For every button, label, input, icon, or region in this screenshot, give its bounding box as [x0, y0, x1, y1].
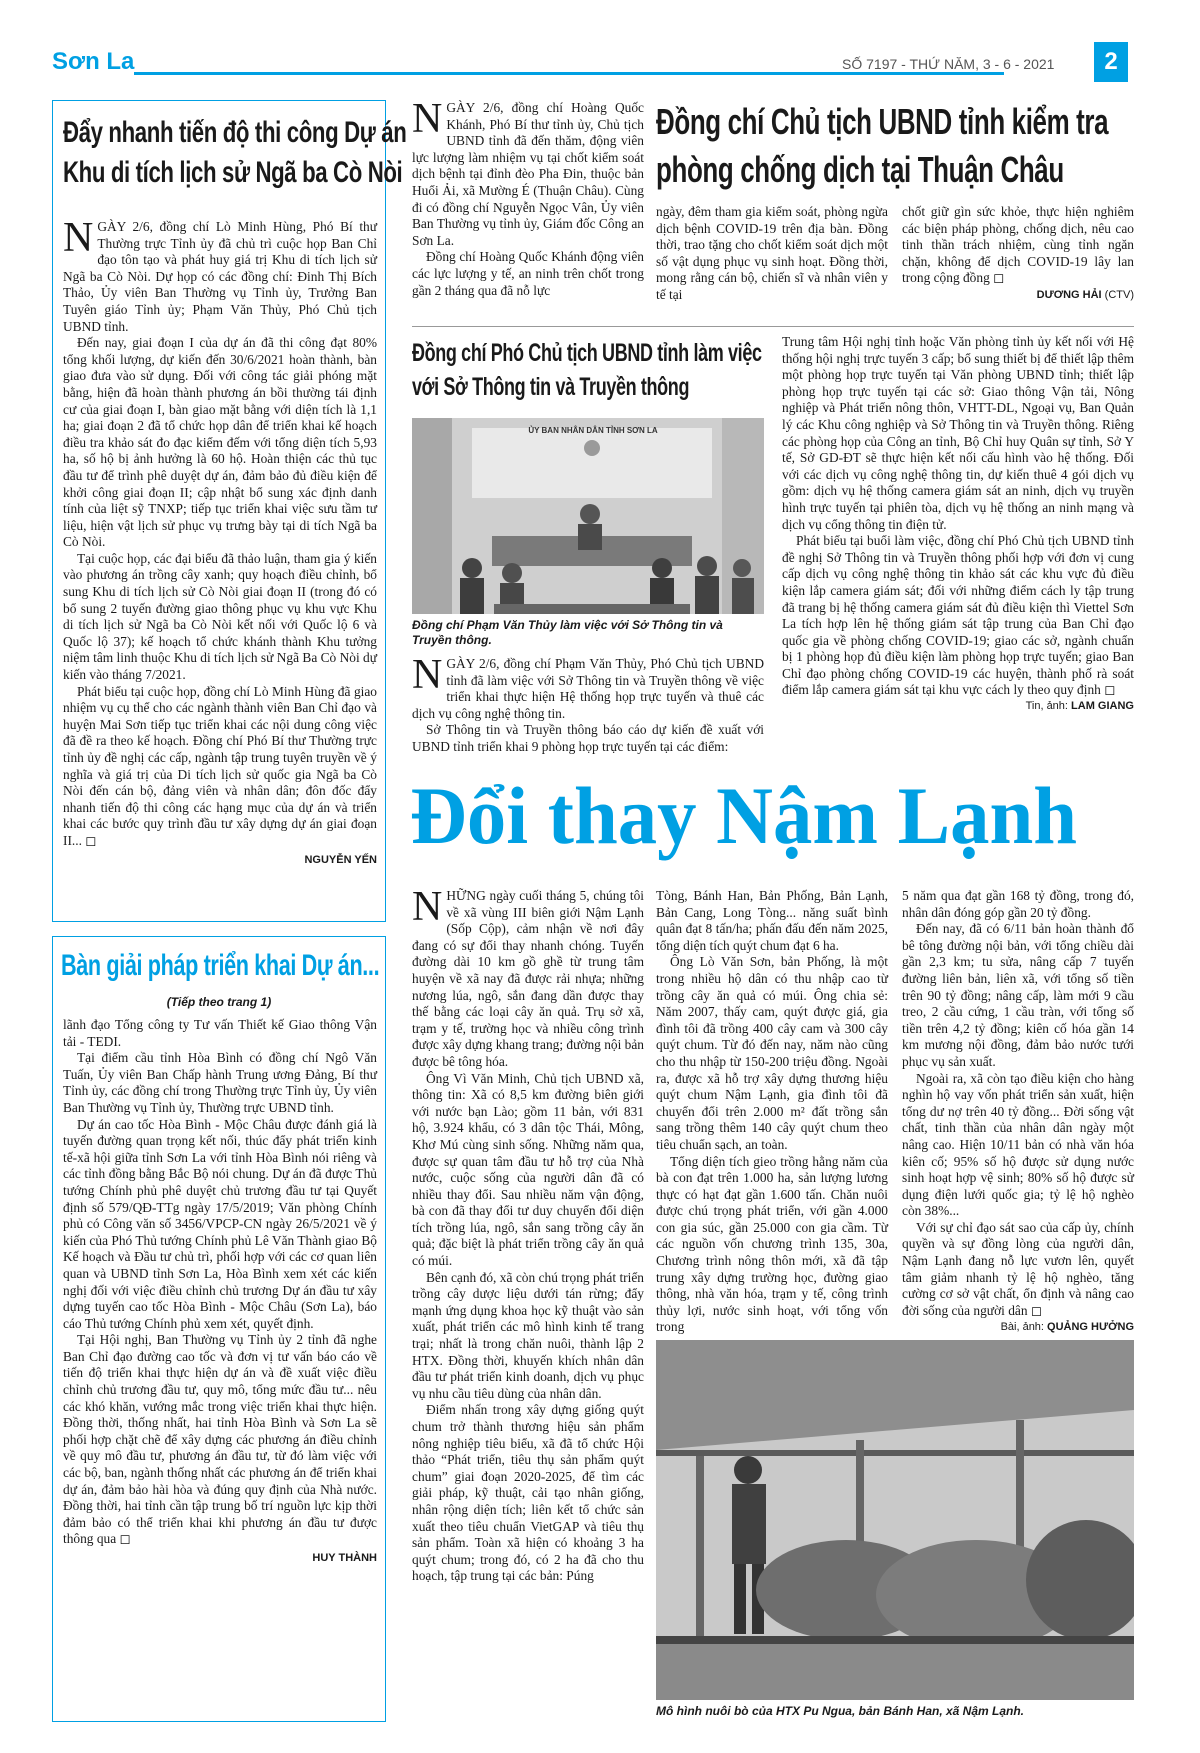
article-title: Đẩy nhanh tiến độ thi công Dự án Khu di tích lịch sử Ngã ba Cò Nòi: [63, 116, 407, 189]
section-name: Sơn La: [52, 48, 135, 75]
byline: NGUYỄN YẾN: [304, 853, 377, 866]
page-number-badge: [1094, 42, 1128, 82]
feature-title: Đổi thay Nậm Lạnh: [410, 770, 1078, 861]
feature-col3: 5 năm qua đạt gần 168 tỷ đồng, trong đó, nhân dân đóng góp gần 20 tỷ đồng. Đến nay, đã có 6/11 bản hoàn thành đổ bê tông đường nội bản, với tổng chiều dài gần 2,3 km; tu sửa, nâng cấp 7 tuyến đường liên bản, liên xã, với tổng số tiền trên 90 tỷ đồng; nâng cấp, làm mới 9 cầu treo, 2 cầu cứng, 1 cầu tràn, với tổng số tiền trên 4,2 tỷ đồng; kiên cố hóa gần 14 km mương nội đồng, đảm bảo nước tưới phục vụ sản xuất. Ngoài ra, xã còn tạo điều kiện cho hàng nghìn hộ vay vốn phát triển sản xuất, hiện tổng dư nợ trên 40 tỷ đồng... Đời sống vật chất, tinh thần của nhân dân ngày một nâng cao. Hiện 10/11 bản có nhà văn hóa kiên cố; 95% số hộ được sử dụng nước sinh hoạt hợp vệ sinh; 80% số hộ được sử dụng điện lưới quốc gia; tỷ lệ hộ nghèo còn 38%... Với sự chỉ đạo sát sao của cấp ủy, chính quyền và sự đồng lòng của người dân, Nậm Lạnh đang nỗ lực vươn lên, quyết tâm giảm nhanh tỷ lệ hộ nghèo, tăng cường cơ sở vật chất, ổn định và nâng cao đời sống của người dân ◻ Bài, ảnh: QUẢNG HƯỞNG: [902, 888, 1134, 1334]
continued-note: (Tiếp theo trang 1): [166, 995, 272, 1009]
article-body: NGÀY 2/6, đồng chí Lò Minh Hùng, Phó Bí thư Thường trực Tỉnh ủy đã chủ trì cuộc họp Ban Chỉ đạo tôn tạo và phát huy giá trị Khu di tích lịch sử Ngã ba Cò Nòi. Dự họp có các đồng chí: Đinh Thị Bích Thảo, Ủy viên Ban Thường vụ Tỉnh ủy, Trưởng Ban Tuyên giáo Tỉnh ủy; Phạm Văn Thủy, Phó Chủ tịch UBND tỉnh. Đến nay, giai đoạn I của dự án đã thi công đạt 80% tổng khối lượng, dự kiến đến 30/6/2021 hoàn thành, bàn giao đưa vào sử dụng. Đối với công tác giải phóng mặt bằng, hiện đã hoàn thành phương án bồi thường tái định cư của giai đoạn I, bàn giao mặt bằng với diện tích là 1,1 ha; giai đoạn 2 đã tổ chức họp dân để triển khai kế hoạch điều tra khảo sát đo đạc kiểm đếm với tổng diện tích 5,93 ha, số hộ bị ảnh hưởng là 60 hộ. Hoàn thiện các thủ tục đầu tư để trình phê duyệt dự án, đảm bảo đủ điều kiện để khởi công giai đoạn II; cập nhật bổ sung xác định danh tính của liệt sỹ TNXP; tiếp tục triển khai việc sưu tầm tư liệu, hiện vật lịch sử phục vụ trưng bày tại di tích Ngã ba Cò Nòi. Tại cuộc họp, các đại biểu đã thảo luận, tham gia ý kiến vào phương án trồng cây xanh; quy hoạch điều chỉnh, bổ sung Khu di tích lịch sử Cò Nòi giai đoạn II (trong đó có bổ sung 2 tuyến đường giao thông phục vụ khu vực Khu di tích lịch sử Ngã ba Cò Nòi kết nối với Quốc lộ 6 và Quốc lộ 37); kế hoạch tổ chức khánh thành Khu tưởng niệm tâm linh thuộc Khu di tích lịch sử Ngã Ba Cò Nòi dự kiến vào tháng 7/2021. Phát biểu tại cuộc họp, đồng chí Lò Minh Hùng đã giao nhiệm vụ cụ thể cho các ngành thành viên Ban Chỉ đạo và huyện Mai Sơn tiếp tục triển khai các nội dung công việc đã đề ra theo kế hoạch. Đồng chí Phó Bí thư Thường trực tỉnh ủy đề nghị các cấp, ngành tập trung tuyên truyền về ý nghĩa và giá trị của Di tích lịch sử quốc gia Ngã ba Cò Nòi đến cán bộ, đảng viên và nhân dân; đôn đốc đẩy nhanh tiến độ thi công các hạng mục của dự án và triển khai các bước quy trình đầu tư xây dựng dự án giai đoạn II... ◻ NGUYỄN YẾN: [63, 215, 377, 866]
article-stttt-col1: NGÀY 2/6, đồng chí Phạm Văn Thủy, Phó Chủ tịch UBND tỉnh đã làm việc với Sở Thông tin và Truyền thông về việc triển khai thực hiện Hệ thống họp trực tuyến và thuê các dịch vụ công nghệ thông tin. Sở Thông tin và Truyền thông báo cáo dự kiến đề xuất với UBND tỉnh triển khai 9 phòng họp trực tuyến tại các điểm:: [412, 652, 764, 754]
article-thuan-chau-intro: NGÀY 2/6, đồng chí Hoàng Quốc Khánh, Phó Bí thư tỉnh ủy, Chủ tịch UBND tỉnh đã đến thăm, động viên lực lượng làm nhiệm vụ tại chốt kiểm soát dịch bệnh tại đỉnh đèo Pha Đin, thuộc bản Huổi Ải, xã Mường É (Thuận Châu). Cùng đi có đồng chí Nguyễn Ngọc Vân, Ủy viên Ban Thường vụ tỉnh ủy, Giám đốc Công an Sơn La. Đồng chí Hoàng Quốc Khánh động viên các lực lượng y tế, an ninh trên chốt trong gần 2 tháng qua đã nỗ lực: [412, 96, 644, 298]
article-stttt-title: Đồng chí Phó Chủ tịch UBND tỉnh làm việc với Sở Thông tin và Truyền thông: [412, 339, 762, 401]
page-number: 2: [1104, 48, 1118, 75]
feature-col1: NHỮNG ngày cuối tháng 5, chúng tôi về xã vùng III biên giới Nậm Lạnh (Sốp Cộp), cảm nhận về nơi đây đang có sự đổi thay nhanh chóng. Tuyến đường dài 10 km gồ ghề từ trung tâm huyện về xã nay đã được rải nhựa; những nương lúa, ngô, sắn đang dần được thay thế bằng các loại cây ăn quả. Trụ sở xã, trạm y tế, trường học và nhiều công trình được xây dựng khang trang; đường nội bản được bê tông hóa. Ông Vì Văn Minh, Chủ tịch UBND xã, thông tin: Xã có 8,5 km đường biên giới với nước bạn Lào; gồm 11 bản, với 831 hộ, 3.924 khẩu, có 3 dân tộc Thái, Mông, Khơ Mú cùng sinh sống. Những năm qua, được sự quan tâm đầu tư hỗ trợ của Nhà nước, cuộc sống của người dân đã có nhiều thay đổi. Sau nhiều năm vận động, bà con đã thay đổi tư duy chuyển đổi diện tích trồng lúa, ngô, sắn sang trồng cây ăn quả; đặc biệt là phát triển trồng cây ăn quả có múi. Bên cạnh đó, xã còn chú trọng phát triển trồng cây dược liệu dưới tán rừng; đẩy mạnh ứng dụng khoa học kỹ thuật vào sản xuất, phát triển các mô hình kinh tế trang trại; nhất là trong chăn nuôi, thành lập 2 HTX. Đồng thời, khuyến khích nhân dân đầu tư phát triển kinh doanh, dịch vụ phục vụ nhu cầu tiêu dùng của nhân dân. Điểm nhấn trong xây dựng giống quýt chum trở thành thương hiệu sản phẩm nông nghiệp tiêu biểu, xã đã tổ chức Hội thảo “Phát triển, tiêu thụ sản phẩm quýt chum” giai đoạn 2020-2025, để tìm các giải pháp, kỹ thuật, cải tạo nhân giống, nhân rộng diện tích; liên kết tổ chức sản xuất theo tiêu chuẩn VietGAP và tiêu thụ sản phẩm. Toàn xã hiện có khoảng 3 ha quýt chum; trong đó, có 2 ha đã cho thu hoạch, tập trung tại các bản: Púng: [412, 884, 644, 1584]
article-stttt-col2: Trung tâm Hội nghị tỉnh hoặc Văn phòng tỉnh ủy kết nối với Hệ thống hội nghị trực tuyến 3 cấp; bổ sung thiết bị để thiết lập thêm một phòng họp trực tuyến tại Văn phòng UBND tỉnh; thiết lập phòng họp trực tuyến tại các sở: Giao thông Vận tải, Nông nghiệp và Phát triển nông thôn, VHTT-DL, Ngoại vụ, Ban Quản lý các Khu công nghiệp và Sở Thông tin và Truyền thông. Riêng các phòng họp của Công an tỉnh, Bộ Chỉ huy Quân sự tỉnh, Sở Y tế, Sở GD-ĐT sẽ thực hiện kết nối cấu hình vào hệ thống. Đối với các dịch vụ công nghệ thông tin, dự kiến thuê 4 gói dịch vụ gồm: dịch vụ hệ thống camera giám sát an ninh, dịch vụ truyền hình trực tuyến tại phiên tòa, dịch vụ hệ thống an ninh mạng và dịch vụ cổng thông tin điện tử. Phát biểu tại buổi làm việc, đồng chí Phó Chủ tịch UBND tỉnh đề nghị Sở Thông tin và Truyền thông phối hợp với đơn vị cung cấp dịch vụ công nghệ thông tin khảo sát các khu vực đủ điều kiện lắp camera giám sát; đối với những điểm cách ly tập trung đã trang bị hệ thống camera giám sát đủ điều kiện thì Viettel Sơn La tích hợp lên hệ thống giám sát tập trung của Ban Chỉ đạo quốc gia về phòng chống COVID-19; giao các sở, ngành chuẩn bị 1 phòng họp đủ điều kiện làm phòng họp trực tuyến; giao Ban Chỉ đạo phòng chống COVID-19 các huyện, thành phố rà soát điểm lắp camera giám sát tại khu vực cách ly theo quy định ◻ Tin, ảnh: LAM GIANG: [782, 334, 1134, 713]
byline: HUY THÀNH: [312, 1552, 377, 1564]
article-thuan-chau-title: Đồng chí Chủ tịch UBND tỉnh kiểm tra phòng chống dịch tại Thuận Châu: [656, 101, 1109, 190]
issue-info: SỐ 7197 - THỨ NĂM, 3 - 6 - 2021: [842, 56, 1055, 72]
byline: Tin, ảnh: LAM GIANG: [1025, 700, 1134, 713]
photo-caption: Đồng chí Phạm Văn Thủy làm việc với Sở Thông tin và Truyền thông.: [412, 618, 723, 647]
divider: [412, 326, 1134, 327]
page-header: [0, 0, 1200, 90]
article-body: lãnh đạo Tổng công ty Tư vấn Thiết kế Giao thông Vận tải - TEDI. Tại điểm cầu tỉnh Hòa Bình có đồng chí Ngô Văn Tuấn, Ủy viên Ban Chấp hành Trung ương Đảng, Bí thư Tỉnh ủy, các đồng chí trong Thường trực Tỉnh ủy, Ủy viên Ban Thường vụ Tỉnh ủy, Thường trực UBND tỉnh. Dự án cao tốc Hòa Bình - Mộc Châu được đánh giá là tuyến đường quan trọng kết nối, thúc đẩy phát triển kinh tế-xã hội giữa tỉnh Sơn La với tỉnh Hòa Bình nói riêng và các tỉnh đồng bằng Bắc Bộ nói chung. Dự án đã được Thủ tướng Chính phủ phê duyệt chủ trương đầu tư tại Quyết định số 579/QĐ-TTg ngày 17/5/2019; Văn phòng Chính phủ có Công văn số 3456/VPCP-CN ngày 26/5/2021 về ý kiến của Phó Thủ tướng Chính phủ Lê Văn Thành giao Bộ Kế hoạch và Đầu tư chủ trì, phối hợp với các cơ quan liên quan và UBND tỉnh Sơn La, Hòa Bình xem xét các kiến nghị đối với việc điều chỉnh chủ trương Dự án đầu tư xây dựng tuyến cao tốc Hòa Bình - Mộc Châu (Sơn La), báo cáo Thủ tướng Chính phủ xem xét, quyết định. Tại Hội nghị, Ban Thường vụ Tỉnh ủy 2 tỉnh đã nghe Ban Chỉ đạo đường cao tốc và đơn vị tư vấn báo cáo về tiến độ triển khai thực hiện dự án và đề xuất việc điều chỉnh chủ trương đầu tư, quy mô, tổng mức đầu tư... nêu các khó khăn, vướng mắc trong việc triển khai thực hiện. Đồng thời, thống nhất, hai tỉnh Hòa Bình và Sơn La sẽ phối hợp chặt chẽ để xây dựng các phương án điều chỉnh về quy mô đầu tư, phương án đầu tư, từ đó làm việc với các bộ, ban, ngành thống nhất các phương án để triển khai dự án, đảm bảo hài hòa và đúng quy định của Nhà nước. Đồng thời, hai tỉnh cần tập trung bố trí nguồn lực kịp thời đảm bảo có thể triển khai khi phương án đầu tư được thông qua ◻ HUY THÀNH: [63, 1017, 377, 1564]
cattle-photo-illustration: [656, 1340, 1134, 1700]
meeting-photo-illustration: [412, 418, 764, 614]
byline: Bài, ảnh: QUẢNG HƯỞNG: [1000, 1321, 1134, 1334]
photo-banner-text: ỦY BAN NHÂN DÂN TỈNH SƠN LA: [528, 426, 658, 435]
article-title: Bàn giải pháp triển khai Dự án...: [61, 949, 380, 982]
article-thuan-chau-col3: chốt giữ gìn sức khỏe, thực hiện nghiêm các biện pháp phòng, chống dịch, nêu cao tinh thần trách nhiệm, cùng tỉnh ngăn chặn, không để dịch COVID-19 lây lan trong cộng đồng ◻ DƯƠNG HẢI (CTV): [902, 204, 1134, 301]
meeting-photo: [412, 418, 764, 614]
article-ngaba-conoi: [52, 100, 407, 922]
article-cao-toc: [52, 936, 386, 1722]
header-rule: [134, 72, 1004, 75]
cattle-photo: [656, 1340, 1134, 1700]
byline: DƯƠNG HẢI (CTV): [1036, 288, 1134, 301]
article-thuan-chau-col2: ngày, đêm tham gia kiểm soát, phòng ngừa dịch bệnh COVID-19 trên địa bàn. Đồng thời, trao tặng cho chốt kiểm soát dịch một số vật dụng phục vụ sinh hoạt. Đồng thời, mong rằng cán bộ, chiến sĩ và nhân viên y tế tại: [656, 204, 888, 302]
photo-caption: Mô hình nuôi bò của HTX Pu Ngua, bản Bánh Han, xã Nậm Lạnh.: [656, 1704, 1025, 1718]
feature-col2: Tòng, Bánh Han, Bản Phống, Bản Lạnh, Bản Cang, Long Tòng... năng suất bình quân đạt 8 tấn/ha; phấn đấu đến năm 2025, tổng diện tích quýt chum đạt 6 ha. Ông Lò Văn Sơn, bản Phống, là một trong nhiều hộ dân có thu nhập cao từ trồng cây ăn quả có múi. Ông chia sẻ: Năm 2007, thấy cam, quýt được giá, gia đình tôi đã trồng 400 cây cam và 300 cây quýt chum. Từ đó đến nay, năm nào cũng cho thu nhập từ 150-200 triệu đồng. Ngoài ra, được xã hỗ trợ xây dựng thương hiệu quýt chum Nậm Lạnh, gia đình tôi đã chuyển đổi trên 2.000 m² đất trồng sắn sang trồng thêm 140 cây quýt chum theo tiêu chuẩn sạch, an toàn. Tổng diện tích gieo trồng hằng năm của bà con đạt trên 1.000 ha, sản lượng lương thực có hạt đạt gần 1.600 tấn. Chăn nuôi được chú trọng phát triển, với gần 4.000 con gia súc, gần 25.000 con gia cầm. Từ các nguồn vốn chương trình 135, 30a, Chương trình nông thôn mới, xã đã tập trung xây dựng trường học, đường giao thông, nhà văn hóa, trạm y tế, công trình thủy lợi, nước sinh hoạt, với tổng vốn trong: [656, 888, 888, 1335]
lead-paragraph: NGÀY 2/6, đồng chí Lò Minh Hùng, Phó Bí thư Thường trực Tỉnh ủy đã chủ trì cuộc họp Ban Chỉ đạo tôn tạo và phát huy giá trị Khu di tích lịch sử Ngã ba Cò Nòi. Dự họp có các đồng chí: Đinh Thị Bích Thảo, Ủy viên Ban Thường vụ Tỉnh ủy, Trưởng Ban Tuyên giáo Tỉnh ủy; Phạm Văn Thủy, Phó Chủ tịch UBND tỉnh.: [63, 215, 377, 334]
